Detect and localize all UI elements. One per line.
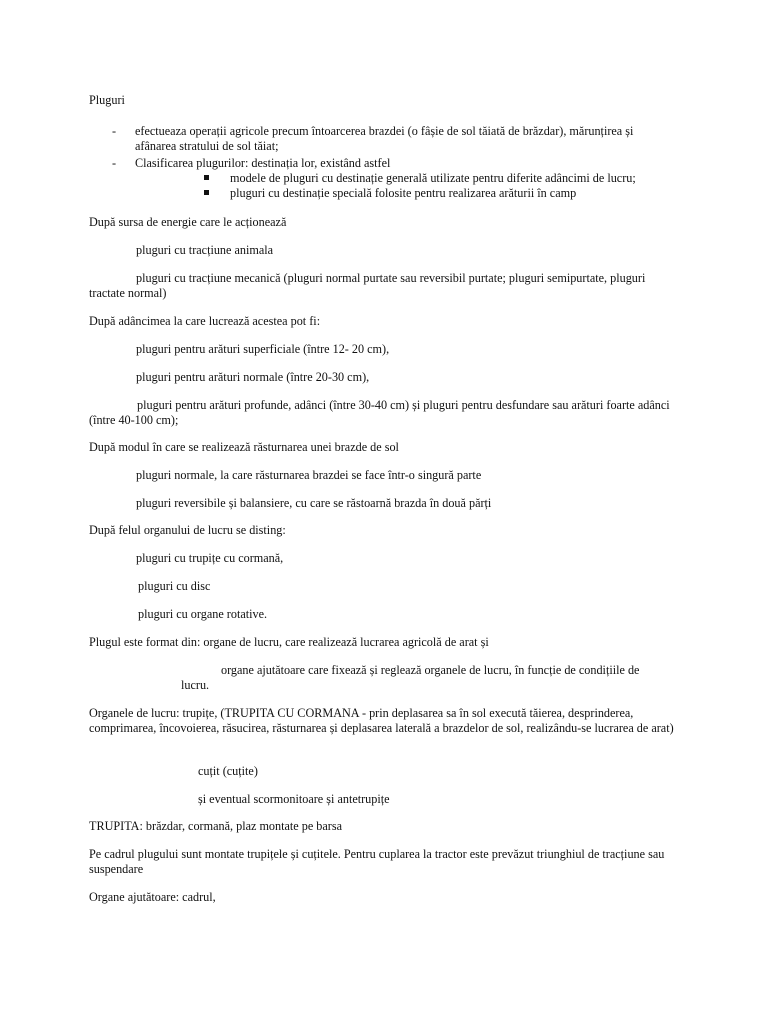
working-organs-item-extra: și eventual scormonitoare și antetrupițe	[198, 792, 390, 806]
overturn-item-normal: pluguri normale, la care răsturnarea brazdei se face într-o singură parte	[136, 468, 482, 482]
format-line-working: Plugul este format din: organe de lucru, care realizează lucrarea agricolă de arat și	[89, 635, 489, 649]
depth-item-superficial: pluguri pentru arături superficiale (între 12- 20 cm),	[136, 342, 390, 356]
organ-item-moldboard: pluguri cu trupițe cu cormană,	[136, 551, 284, 565]
organ-heading: După felul organului de lucru se disting:	[89, 523, 286, 537]
intro-item-operations: efectueaza operații agricole precum întoarcerea brazdei (o fâșie de sol tăiată de brăzdar), mărunțirea și afânarea stratului de sol tăiat;	[135, 124, 634, 153]
energy-item-mechanical: pluguri cu tracțiune mecanică (pluguri normal purtate sau reversibil purtate; pluguri semipurtate, pluguri tractate normal)	[89, 271, 646, 300]
organ-item-rotative: pluguri cu organe rotative.	[138, 607, 268, 621]
dash-bullet: -	[112, 156, 117, 170]
intro-item-classification: Clasificarea plugurilor: destinația lor, existând astfel	[135, 156, 391, 170]
document-title: Pluguri	[89, 93, 125, 107]
working-organs-item-knife: cuțit (cuțite)	[198, 764, 258, 778]
dash-bullet: -	[112, 124, 117, 138]
square-bullet-icon	[204, 190, 209, 195]
destination-item-special: pluguri cu destinație specială folosite pentru realizarea arăturii în camp	[230, 186, 577, 200]
energy-heading: După sursa de energie care le acționează	[89, 215, 287, 229]
overturn-heading: După modul în care se realizează răsturnarea unei brazde de sol	[89, 440, 399, 454]
working-organs-paragraph: Organele de lucru: trupițe, (TRUPITA CU CORMANA - prin deplasarea sa în sol execută tăierea, desprinderea, comprimarea, încovoierea, răsucirea, răsturnarea și deplasarea laterală a brazdelor de sol, realizându-se lucrarea de arat)	[89, 706, 674, 735]
organ-item-disc: pluguri cu disc	[138, 579, 211, 593]
depth-item-normal: pluguri pentru arături normale (între 20-30 cm),	[136, 370, 370, 384]
destination-item-general: modele de pluguri cu destinație generală utilizate pentru diferite adâncimi de lucru;	[230, 171, 636, 185]
auxiliary-organs-line: Organe ajutătoare: cadrul,	[89, 890, 216, 904]
trupita-line: TRUPITA: brăzdar, cormană, plaz montate pe barsa	[89, 819, 343, 833]
overturn-item-reversible: pluguri reversibile și balansiere, cu care se răstoarnă brazda în două părți	[136, 496, 492, 510]
frame-paragraph: Pe cadrul plugului sunt montate trupițele și cuțitele. Pentru cuplarea la tractor este prevăzut triunghiul de tracțiune sau suspendare	[89, 847, 665, 876]
depth-heading: După adâncimea la care lucrează acestea pot fi:	[89, 314, 321, 328]
square-bullet-icon	[204, 175, 209, 180]
energy-item-animal: pluguri cu tracțiune animala	[136, 243, 274, 257]
format-line-auxiliary: organe ajutătoare care fixează și reglează organele de lucru, în funcție de condițiile de lucru.	[181, 663, 640, 692]
depth-item-deep: pluguri pentru arături profunde, adânci (între 30-40 cm) și pluguri pentru desfundare sau arături foarte adânci (între 40-100 cm);	[89, 398, 670, 427]
